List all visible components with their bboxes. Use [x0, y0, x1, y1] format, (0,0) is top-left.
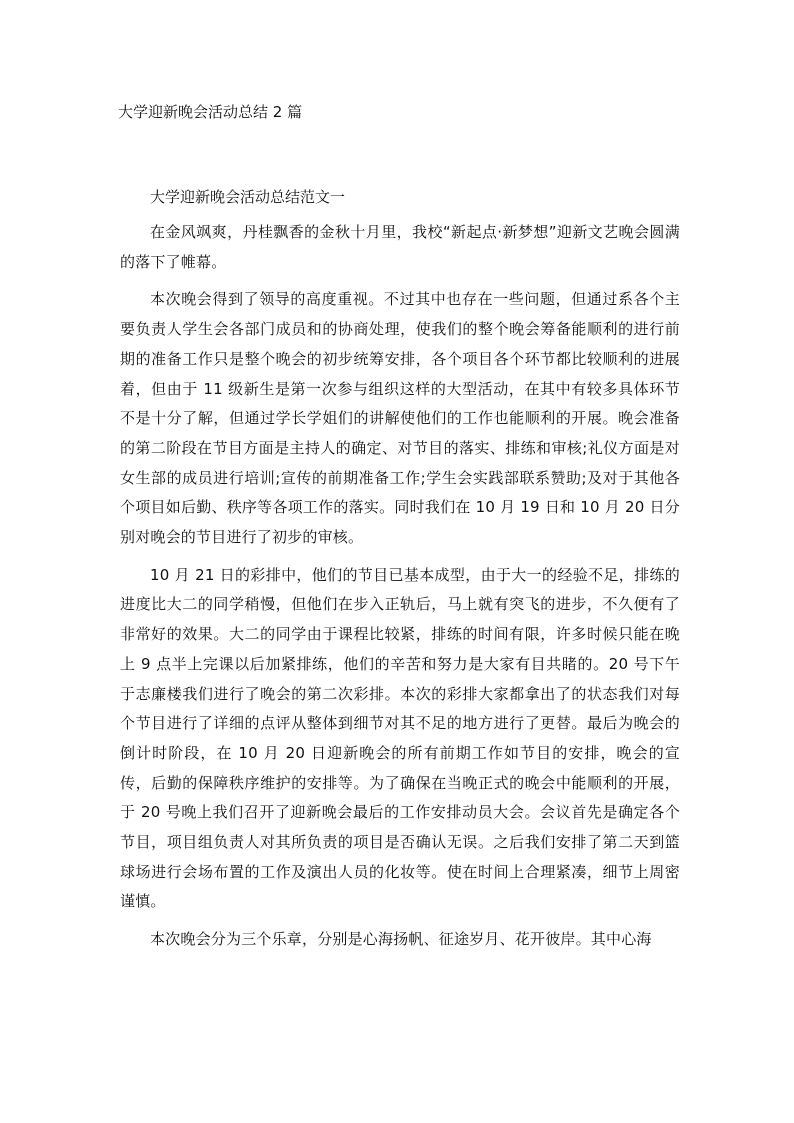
paragraph-rehearsal: 10 月 21 日的彩排中，他们的节目已基本成型，由于大一的经验不足，排练的进度比大二的同学稍慢，但他们在步入正轨后，马上就有突飞的进步，不久便有了非常好的效果。大二的同学由于课程比较紧，排练的时间有限，许多时候只能在晚上 9 点半上完课以后加紧排练，他们的辛苦和努力是大家有目共睹的。20 号下午于志廉楼我们进行了晚会的第二次彩排。本次的彩排大家都拿出了的状态我们对每个节目进行了详细的点评从整体到细节对其不足的地方进行了更替。最后为晚会的倒计时阶段，在 10 月 20 日迎新晚会的所有前期工作如节目的安排，晚会的宣传，后勤的保障秩序维护的安排等。为了确保在当晚正式的晚会中能顺利的开展，于 20 号晚上我们召开了迎新晚会最后的工作安排动员大会。会议首先是确定各个节目，项目组负责人对其所负责的项目是否确认无误。之后我们安排了第二天到篮球场进行会场布置的工作及演出人员的化妆等。使在时间上合理紧凑，细节上周密谨慎。 [120, 565, 680, 911]
paragraph-movements: 本次晚会分为三个乐章，分别是心海扬帆、征途岁月、花开彼岸。其中心海 [150, 930, 652, 949]
article-subtitle: 大学迎新晚会活动总结范文一 [150, 188, 346, 206]
paragraph-intro: 在金风飒爽，丹桂飘香的金秋十月里，我校“新起点·新梦想”迎新文艺晚会圆满的落下了帷幕。 [120, 223, 680, 271]
paragraph-preparation: 本次晚会得到了领导的高度重视。不过其中也存在一些问题，但通过系各个主要负责人学生会各部门成员和的协商处理，使我们的整个晚会筹备能顺利的进行前期的准备工作只是整个晚会的初步统筹安排，各个项目各个环节都比较顺利的进展着，但由于 11 级新生是第一次参与组织这样的大型活动，在其中有较多具体环节不是十分了解，但通过学长学姐们的讲解使他们的工作也能顺利的开展。晚会准备的第二阶段在节目方面是主持人的确定、对节目的落实、排练和审核;礼仪方面是对女生部的成员进行培训;宣传的前期准备工作;学生会实践部联系赞助;及对于其他各个项目如后勤、秩序等各项工作的落实。同时我们在 10 月 19 日和 10 月 20 日分别对晚会的节目进行了初步的审核。 [120, 290, 680, 547]
document-title: 大学迎新晚会活动总结 2 篇 [118, 103, 303, 121]
article-body [120, 184, 680, 963]
